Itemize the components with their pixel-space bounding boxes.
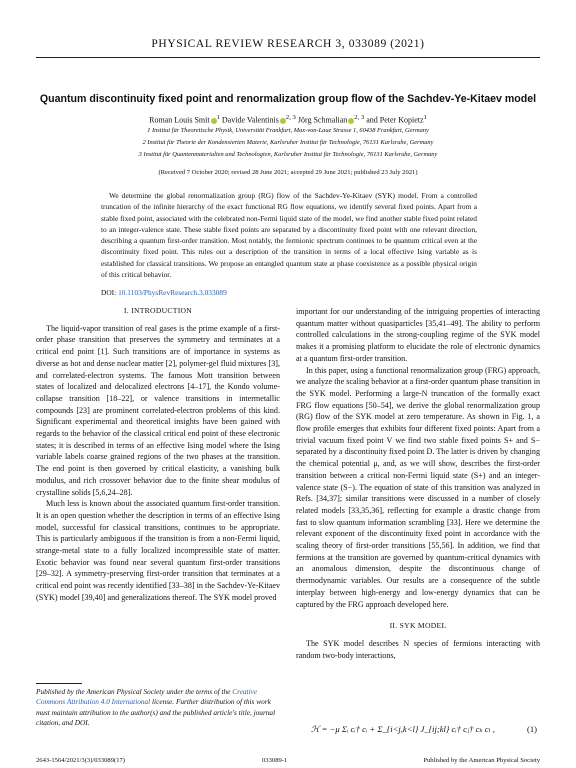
paragraph: The liquid-vapor transition of real gases is the prime example of a first-order phase transition that preserves the symmetry and terminates at a critical end point [1]. Such transitions are of importance in systems as diverse as hot and dense nuclear matter [2], polymer-gel fluid mixtures [3], and correlated-electron systems. The famous Mott transition between states of localized and delocalized electrons [4–17], the Kondo volume-collapse transition [18–22], or valence transitions in intermetallic compounds [23] are prominent correlated-electron problems of this kind. Significant experimental and theoretical insights have been gained with regards to the behavior of the classical critical end point of these electronic states; it is described in terms of an effective Ising model where the Ising variable labels coarse grained regions of the two phases at the transition. The end point is then governed by critical elasticity, a vanishing bulk modulus, and rich crossover behavior due to the finite shear modulus of crystalline solids [5,6,24–28]. [36, 323, 280, 497]
footnote-text: Published by the American Physical Society under the terms of the [36, 687, 231, 696]
equation-1 [311, 724, 537, 735]
author-name[interactable]: Jörg Schmalian [297, 115, 348, 125]
affiliation-mark: 2, 3 [354, 114, 365, 121]
author-name[interactable]: and Peter Kopietz [366, 115, 424, 125]
footnote-rule [36, 683, 82, 684]
left-column [36, 305, 280, 604]
paragraph: important for our understanding of the intriguing properties of interacting quantum matter without quasiparticles [35,41–49]. The ability to perform controlled calculations in the strong-coupling regime of the SYK model makes it a promising platform to elucidate the role of electronic dynamics at a quantum first-order transition. [296, 307, 540, 363]
header-rule [36, 57, 540, 58]
abstract: We determine the global renormalization group (RG) flow of the Sachdev-Ye-Kitaev (SYK) model. From a controlled truncation of the infinite hierarchy of the exact functional RG flow equations, we identify several fixed points. Apart from a stable fixed point, associated with the celebrated non-Fermi liquid state of the model, we find another stable fixed point related to an integer-valence state. These stable fixed points are separated by a discontinuity fixed point with one relevant direction, describing a quantum first-order transition. Most notably, the fermionic spectrum continues to be quantum critical even at the discontinuity fixed point. This rules out a description of the transition in terms of a local effective Ising variable as is established for classical transitions. We propose an entangled quantum state at phase coexistence as a possible physical origin of this critical behavior. [101, 191, 477, 280]
author-list [40, 114, 536, 125]
footer-issn: 2643-1564/2021/3(3)/033089(17) [36, 757, 126, 764]
paragraph: In this paper, using a functional renormalization group (FRG) approach, we analyze the scaling behavior at a first-order quantum phase transition in the SYK model. Performing a large-N truncation of the formally exact FRG flow equations [50–54], we derive the global renormalization group (RG) flow of the SYK model at zero temperature. As shown in Fig. 1, a flow profile emerges that exhibits four different fixed points: Apart from a trivial vacuum fixed point V we find two stable fixed points S+ and S− separated by a discontinuity fixed point D. The latter is driven by changing the chemical potential μ, and, as we will show, describes the first-order transition between a critical non-Fermi liquid state (S+) and an integer-valence state (S−). The equation of state of this transition was analyzed in Refs. [34,37]; similar transitions were discussed in a number of closely related models [33,35,36], reflecting for example a drastic change from fast to slow quantum information scrambling [33]. Here we determine the relevant exponent of the discontinuity fixed point in accordance with the scaling theory of first-order transitions [55,56]. In addition, we find that fermions at the transition are governed by quantum-critical dynamics with an anomalous dimension, despite the discontinuous change of thermodynamic variables. Our results are a consequence of the subtle interplay between high-energy and low-energy dynamics that can be captured by the FRG approach developed here. [296, 365, 540, 609]
paragraph: Much less is known about the associated quantum first-order transition. It is an open question whether the description in terms of an effective Ising model, successful for classical transitions, continues to be appropriate. This is particularly ambiguous if the transition is from a non-Fermi liquid, strange-metal state to a fully localized incompressible state of matter. Exotic behavior was found near several quantum first-order transitions [29–32]. A symmetry-preserving first-order transition that terminates at a critical end point was recently identified [33–38] in the Sachdev-Ye-Kitaev (SYK) model [39,40] and generalizations thereof. The SYK model proved [36, 499, 280, 602]
doi-line [101, 288, 227, 297]
author-name[interactable]: Roman Louis Smit [149, 115, 210, 125]
affiliation-mark: 2, 3 [285, 114, 296, 121]
paper-title: Quantum discontinuity fixed point and renormalization group flow of the Sachdev-Ye-Kitaev model [39, 93, 537, 105]
footer-publisher: Published by the American Physical Society [423, 757, 540, 764]
affiliation-mark: 1 [216, 114, 220, 121]
received-dates: (Received 7 October 2020; revised 28 June 2021; accepted 29 June 2021; published 23 July 2021) [158, 169, 418, 176]
author-name[interactable]: Davide Valentinis [221, 115, 279, 125]
affiliation-mark: 1 [423, 114, 427, 121]
equation-number: (1) [526, 724, 537, 734]
doi-link[interactable]: 10.1103/PhysRevResearch.3.033089 [118, 288, 227, 297]
license-link[interactable]: Creative Commons Attribution 4.0 International [36, 687, 258, 707]
doi-label: DOI: [101, 288, 117, 297]
paragraph: The SYK model describes N species of fermions interacting with random two-body interactions, [296, 638, 540, 660]
section-heading: II. SYK MODEL [389, 621, 447, 631]
license-footnote [36, 687, 280, 728]
section-heading: I. INTRODUCTION [123, 306, 193, 315]
journal-header: PHYSICAL REVIEW RESEARCH 3, 033089 (2021) [151, 38, 425, 50]
equation-body: ℋ = −μ Σᵢ cᵢ† cᵢ + Σ_{i<j,k<l} J_{ij;kl} cᵢ† cⱼ† cₖ cₗ , [311, 724, 495, 734]
footer-page: 033089-1 [262, 757, 288, 764]
affiliation: 2 Institut für Theorie der Kondensierten Materie, Karlsruher Institut für Technologie, 76131 Karlsruhe, Germany [142, 139, 434, 146]
affiliation: 1 Institut für Theoretische Physik, Universität Frankfurt, Max-von-Laue Strasse 1, 60438 Frankfurt, Germany [147, 127, 429, 134]
footnote-text: license. Further distribution of this work must maintain attribution to the author(s) and the published article's title, journal citation, and DOI. [36, 697, 276, 727]
right-column [296, 306, 540, 661]
affiliation: 3 Institut für Quantenmaterialien und Technologien, Karlsruher Institut für Technologie, 76131 Karlsruhe, Germany [138, 151, 438, 158]
